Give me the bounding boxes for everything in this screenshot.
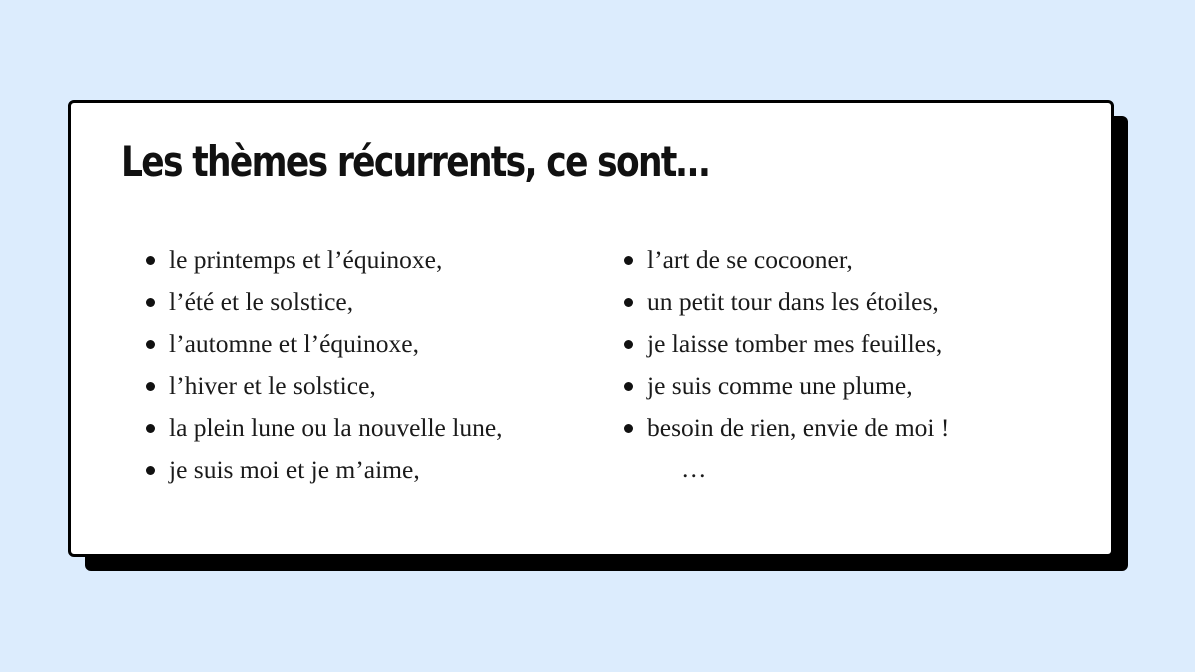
list-item: [146, 281, 503, 323]
list-item: [146, 449, 503, 491]
bullet-icon: [624, 256, 633, 265]
list-item-text: la plein lune ou la nouvelle lune,: [169, 413, 503, 442]
list-item-text: l’été et le solstice,: [169, 287, 354, 316]
bullet-icon: [624, 298, 633, 307]
list-item: [146, 407, 503, 449]
list-item: [146, 365, 503, 407]
bullet-icon: [624, 424, 633, 433]
list-item-text: je laisse tomber mes feuilles,: [647, 329, 943, 358]
list-item: [624, 239, 949, 281]
bullet-icon: [624, 382, 633, 391]
list-item-text: le printemps et l’équinoxe,: [169, 245, 443, 274]
list-item-text: l’hiver et le solstice,: [169, 371, 376, 400]
bullet-icon: [146, 382, 155, 391]
themes-list-right: [624, 239, 949, 449]
bullet-icon: [624, 340, 633, 349]
list-ellipsis: …: [681, 454, 708, 483]
list-item-text: un petit tour dans les étoiles,: [647, 287, 939, 316]
list-item: [146, 323, 503, 365]
list-item-text: l’art de se cocooner,: [647, 245, 853, 274]
list-item: [624, 365, 949, 407]
list-item-text: je suis comme une plume,: [647, 371, 913, 400]
list-item-text: je suis moi et je m’aime,: [169, 455, 420, 484]
bullet-icon: [146, 256, 155, 265]
list-item-text: besoin de rien, envie de moi !: [647, 413, 950, 442]
bullet-icon: [146, 424, 155, 433]
content-card: [68, 100, 1114, 557]
slide-title: Les thèmes récurrents, ce sont…: [121, 137, 709, 186]
bullet-icon: [146, 298, 155, 307]
themes-list-left: [146, 239, 503, 491]
bullet-icon: [146, 340, 155, 349]
list-item: [624, 323, 949, 365]
list-item-text: l’automne et l’équinoxe,: [169, 329, 419, 358]
list-item: [624, 407, 949, 449]
list-item: [146, 239, 503, 281]
list-item: [624, 281, 949, 323]
bullet-icon: [146, 466, 155, 475]
